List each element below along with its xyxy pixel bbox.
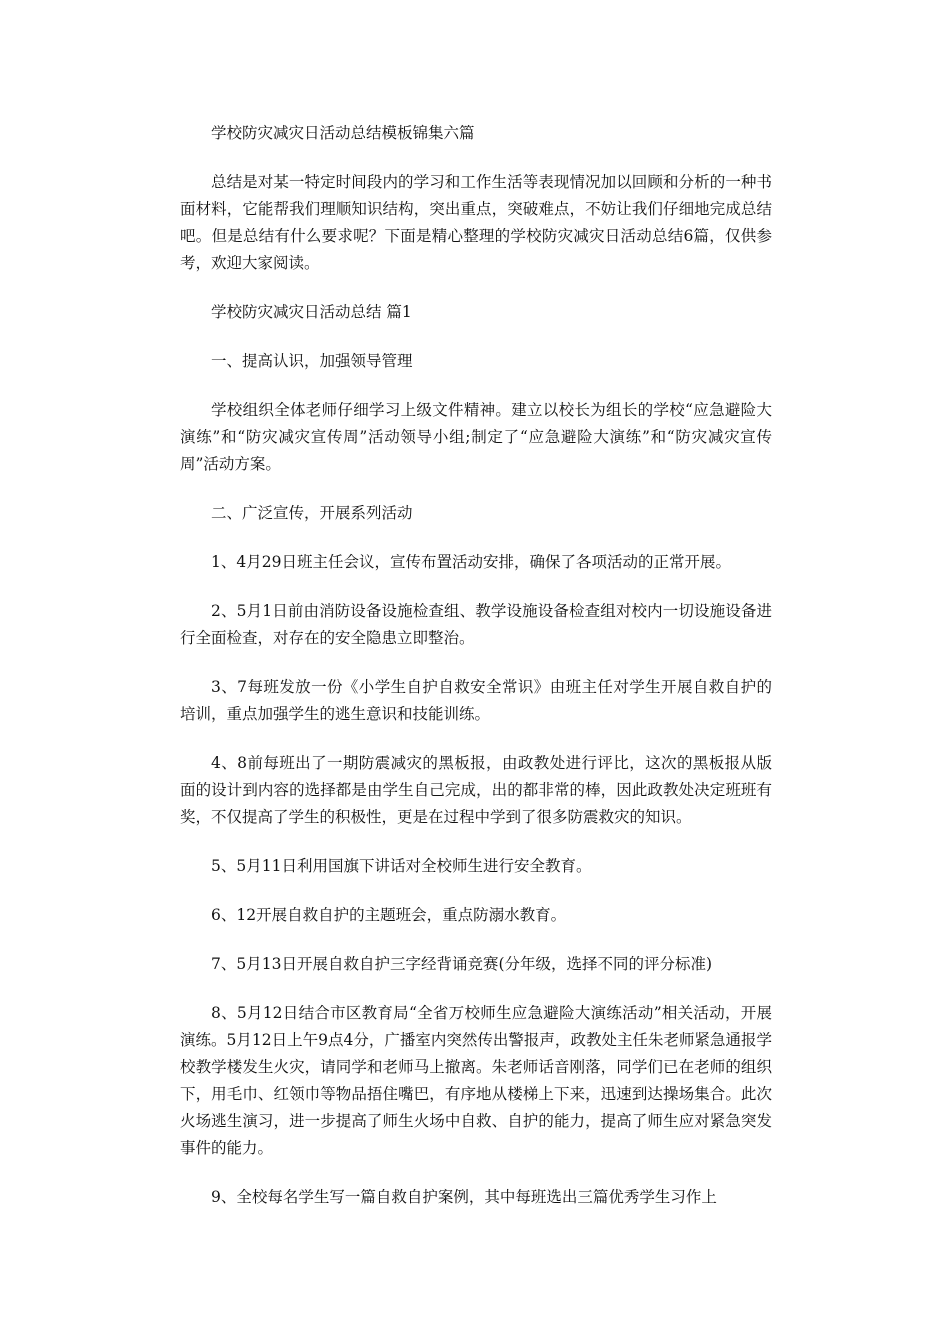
- part1-paragraph: 学校组织全体老师仔细学习上级文件精神。建立以校长为组长的学校“应急避险大演练”和“防灾减灾宣传周”活动领导小组;制定了“应急避险大演练”和“防灾减灾宣传周”活动方案。: [180, 401, 772, 473]
- list-item: 7、5月13日开展自救自护三字经背诵竞赛(分年级，选择不同的评分标准): [211, 955, 713, 973]
- list-item: 1、4月29日班主任会议，宣传布置活动安排，确保了各项活动的正常开展。: [211, 553, 731, 571]
- part1-heading: 一、提高认识，加强领导管理: [211, 352, 413, 370]
- list-item: 4、8前每班出了一期防震减灾的黑板报，由政教处进行评比，这次的黑板报从版面的设计到内容的选择都是由学生自己完成，出的都非常的棒，因此政教处决定班班有奖，不仅提高了学生的积极性，更是在过程中学到了很多防震救灾的知识。: [180, 754, 772, 826]
- list-item: 2、5月1日前由消防设备设施检查组、教学设施设备检查组对校内一切设施设备进行全面检查，对存在的安全隐患立即整治。: [180, 602, 772, 647]
- part2-heading: 二、广泛宣传，开展系列活动: [211, 504, 413, 522]
- document-page: [180, 120, 772, 1233]
- list-item: 9、全校每名学生写一篇自救自护案例，其中每班选出三篇优秀学生习作上: [211, 1188, 717, 1206]
- document-title: 学校防灾减灾日活动总结模板锦集六篇: [211, 124, 475, 142]
- intro-paragraph: 总结是对某一特定时间段内的学习和工作生活等表现情况加以回顾和分析的一种书面材料，它能帮我们理顺知识结构，突出重点，突破难点，不妨让我们仔细地完成总结吧。但是总结有什么要求呢？下面是精心整理的学校防灾减灾日活动总结6篇，仅供参考，欢迎大家阅读。: [180, 173, 772, 272]
- list-item: 8、5月12日结合市区教育局“全省万校师生应急避险大演练活动”相关活动，开展演练。5月12日上午9点4分，广播室内突然传出警报声，政教处主任朱老师紧急通报学校教学楼发生火灾，请同学和老师马上撤离。朱老师话音刚落，同学们已在老师的组织下，用毛巾、红领巾等物品捂住嘴巴，有序地从楼梯上下来，迅速到达操场集合。此次火场逃生演习，进一步提高了师生火场中自救、自护的能力，提高了师生应对紧急突发事件的能力。: [180, 1004, 772, 1157]
- list-item: 3、7每班发放一份《小学生自护自救安全常识》由班主任对学生开展自救自护的培训，重点加强学生的逃生意识和技能训练。: [180, 678, 772, 723]
- section-title: 学校防灾减灾日活动总结 篇1: [211, 303, 412, 321]
- list-item: 6、12开展自救自护的主题班会，重点防溺水教育。: [211, 906, 567, 924]
- list-item: 5、5月11日利用国旗下讲话对全校师生进行安全教育。: [211, 857, 592, 875]
